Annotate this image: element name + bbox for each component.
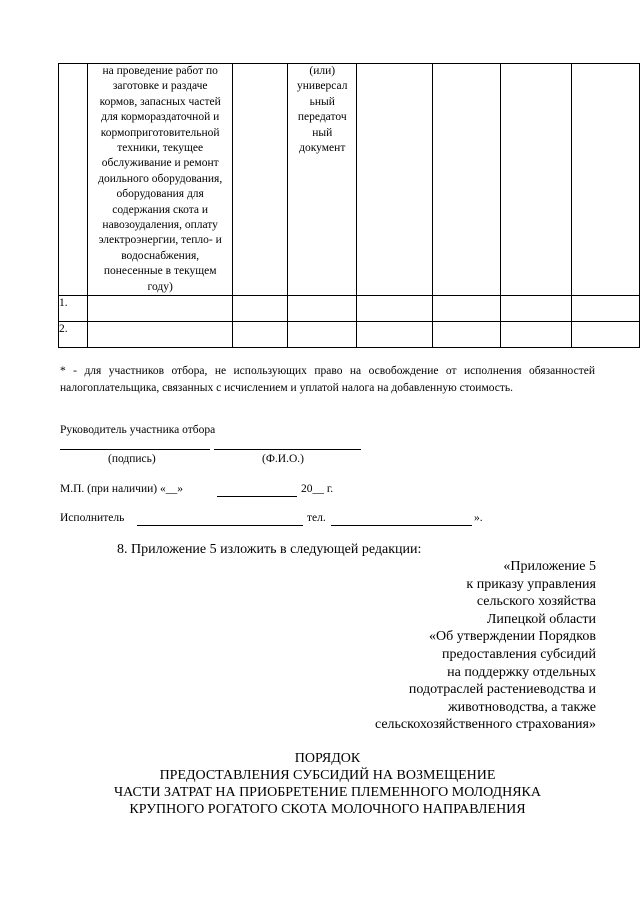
title-line: КРУПНОГО РОГАТОГО СКОТА МОЛОЧНОГО НАПРАВЛЕНИЯ xyxy=(129,802,526,817)
table-cell xyxy=(501,322,571,348)
appendix-line: к приказу управления xyxy=(466,576,596,592)
title-line: ЧАСТИ ЗАТРАТ НА ПРИОБРЕТЕНИЕ ПЛЕМЕННОГО МОЛОДНЯКА xyxy=(113,785,542,800)
closing-quote: ». xyxy=(474,512,483,524)
signature-caption: (подпись) xyxy=(108,453,156,465)
table-cell xyxy=(59,64,88,296)
description-line: техники, текущее xyxy=(117,142,204,155)
description-line: навозоудаления, оплату xyxy=(102,219,218,232)
row-number: 1. xyxy=(59,296,88,322)
table-cell xyxy=(288,322,357,348)
table-cell xyxy=(571,322,639,348)
table-cell xyxy=(571,64,639,296)
document-line: ьный xyxy=(309,95,335,108)
description-line: понесенные в текущем xyxy=(103,265,217,278)
document-type-cell xyxy=(288,64,357,296)
seal-date-prefix: М.П. (при наличии) «__» xyxy=(60,483,183,495)
table-cell xyxy=(357,322,433,348)
appendix-line: животноводства, а также xyxy=(447,699,596,715)
document-line: передаточ xyxy=(297,111,347,124)
table-cell xyxy=(357,64,433,296)
date-line xyxy=(217,496,297,497)
table-cell xyxy=(433,322,501,348)
appendix-line: «Приложение 5 xyxy=(503,559,596,574)
table-cell xyxy=(501,64,571,296)
appendix-line: подотраслей растениеводства и xyxy=(408,682,596,698)
table-cell xyxy=(232,322,288,348)
description-line: на проведение работ по xyxy=(102,65,218,77)
table-cell xyxy=(433,296,501,322)
description-line: году) xyxy=(147,280,173,293)
seal-date-year: 20__ г. xyxy=(301,483,334,495)
document-line: ный xyxy=(312,126,333,139)
appendix-line: «Об утверждении Порядков xyxy=(429,629,596,645)
table-row xyxy=(59,322,640,348)
table-cell xyxy=(232,64,288,296)
table-cell xyxy=(88,296,232,322)
document-title xyxy=(60,750,595,818)
subsidy-table xyxy=(58,63,640,348)
name-line xyxy=(214,449,361,450)
table-cell xyxy=(288,296,357,322)
description-line: кормов, запасных частей xyxy=(99,95,221,108)
table-cell xyxy=(88,322,232,348)
document-line: универсал xyxy=(297,80,348,93)
description-line: для кормораздаточной и xyxy=(101,111,220,124)
head-label: Руководитель участника отбора xyxy=(60,424,216,436)
table-row xyxy=(59,64,640,296)
signature-line xyxy=(60,449,210,450)
cost-description-cell xyxy=(88,64,232,296)
description-line: электроэнергии, тепло- и xyxy=(98,234,222,247)
phone-label: тел. xyxy=(307,512,326,524)
row-number: 2. xyxy=(59,322,88,348)
appendix-line: предоставления субсидий xyxy=(441,646,596,662)
appendix-line: сельского хозяйства xyxy=(476,594,596,610)
appendix-line: на поддержку отдельных xyxy=(447,664,596,680)
paragraph-8: 8. Приложение 5 изложить в следующей редакции: xyxy=(117,542,422,557)
table-cell xyxy=(433,64,501,296)
document-line: (или) xyxy=(309,65,336,77)
table-cell xyxy=(357,296,433,322)
description-line: обслуживание и ремонт xyxy=(101,157,219,170)
description-line: заготовке и раздаче xyxy=(112,80,208,93)
executor-label: Исполнитель xyxy=(60,512,125,524)
table-cell xyxy=(571,296,639,322)
description-line: оборудования для xyxy=(116,188,204,201)
executor-line xyxy=(137,525,303,526)
footnote: * - для участников отбора, не использующих право на освобождение от исполнения обязанностей налогоплательщика, связанных с исчислением и уплатой налога на добавленную стоимость. xyxy=(60,365,595,394)
title-line: ПРЕДОСТАВЛЕНИЯ СУБСИДИЙ НА ВОЗМЕЩЕНИЕ xyxy=(159,768,496,783)
appendix-line: Липецкой области xyxy=(486,611,596,627)
appendix-header xyxy=(276,558,596,734)
table-row xyxy=(59,296,640,322)
title-line: ПОРЯДОК xyxy=(294,751,361,766)
document-line: документ xyxy=(299,142,346,155)
phone-line xyxy=(331,525,472,526)
table-cell xyxy=(232,296,288,322)
description-line: доильного оборудования, xyxy=(98,172,223,185)
description-line: кормоприготовительной xyxy=(100,126,220,139)
appendix-line: сельскохозяйственного страхования» xyxy=(374,717,596,733)
name-caption: (Ф.И.О.) xyxy=(262,453,304,465)
table-cell xyxy=(501,296,571,322)
description-line: содержания скота и xyxy=(112,203,209,216)
description-line: водоснабжения, xyxy=(121,249,200,262)
